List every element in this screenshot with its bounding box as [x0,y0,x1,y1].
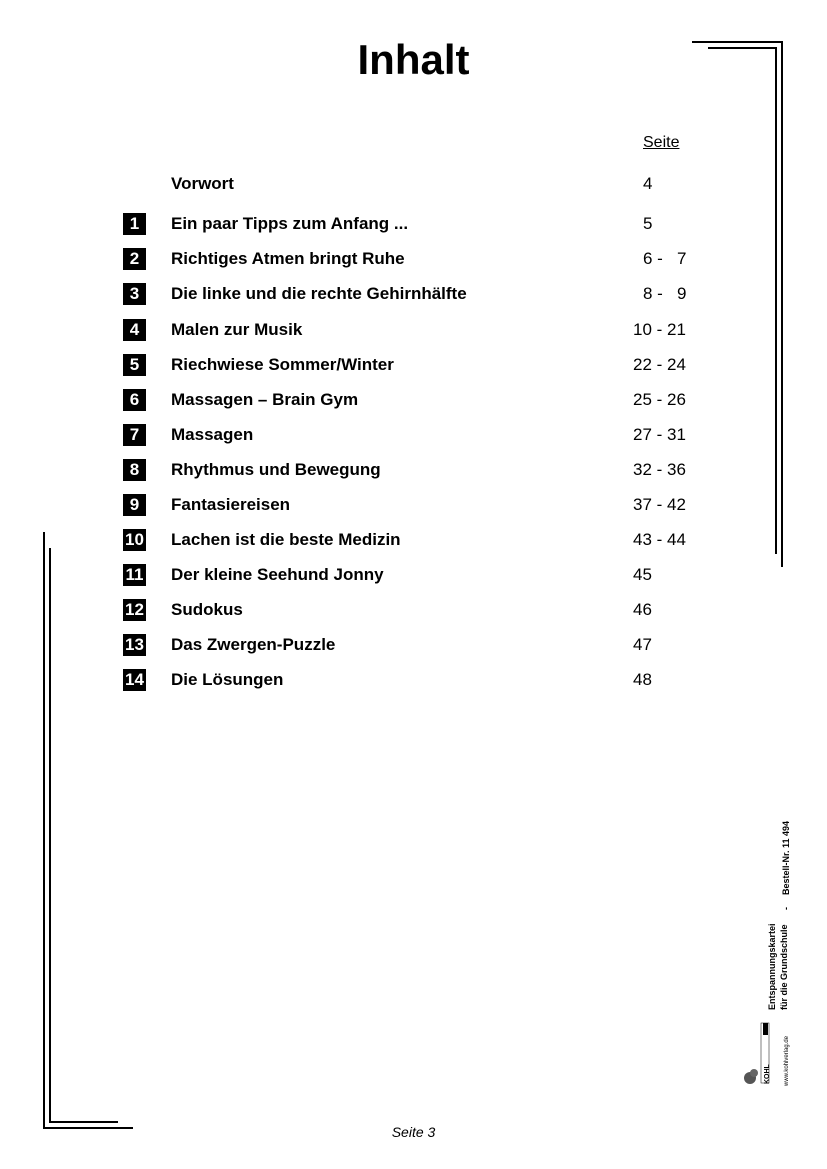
toc-row [0,389,827,413]
publisher-website: www.kohlverlag.de [784,1035,790,1086]
publisher-name: KOHL [764,1064,771,1084]
chapter-number-badge: 6 [123,389,146,411]
page-title: Inhalt [357,36,470,83]
chapter-title: Massagen – Brain Gym [171,390,359,409]
chapter-number-badge: 14 [123,669,146,691]
product-title-line2: für die Grundschule [779,924,789,1010]
chapter-number-badge: 4 [123,319,146,341]
frame-line [49,1121,118,1123]
chapter-title: Rhythmus und Bewegung [171,460,381,479]
product-title-line1: Entspannungskartei [767,923,777,1010]
chapter-number-badge: 10 [123,529,146,551]
toc-row [0,213,827,237]
chapter-title: Massagen [171,425,254,444]
chapter-number-badge: 7 [123,424,146,446]
frame-line [43,532,45,1129]
chapter-pages: 22 - 24 [633,355,686,374]
side-separator: - [781,907,791,910]
toc-row [0,283,827,307]
chapter-title: Ein paar Tipps zum Anfang ... [171,214,409,233]
chapter-title: Richtiges Atmen bringt Ruhe [171,249,405,268]
toc-row [0,599,827,623]
chapter-pages: 8 - 9 [643,284,687,303]
chapter-title: Die Lösungen [171,670,284,689]
chapter-title: Die linke und die rechte Gehirnhälfte [171,284,467,303]
toc-row [0,669,827,693]
toc-row [0,634,827,658]
chapter-title: Lachen ist die beste Medizin [171,530,401,549]
frame-line [708,47,777,49]
chapter-pages: 25 - 26 [633,390,686,409]
toc-row [0,248,827,272]
chapter-number-badge: 3 [123,283,146,305]
order-number: Bestell-Nr. 11 494 [781,820,791,895]
chapter-title: Vorwort [171,174,234,193]
chapter-pages: 27 - 31 [633,425,686,444]
toc-row [0,424,827,448]
chapter-pages: 32 - 36 [633,460,686,479]
chapter-number-badge: 2 [123,248,146,270]
chapter-number-badge: 9 [123,494,146,516]
toc-row [0,354,827,378]
chapter-title: Fantasiereisen [171,495,291,514]
toc-row [0,529,827,553]
chapter-number-badge: 5 [123,354,146,376]
frame-line [692,41,783,43]
chapter-pages: 4 [643,174,653,193]
chapter-number-badge: 12 [123,599,146,621]
page-footer: Seite 3 [391,1124,436,1140]
chapter-title: Sudokus [171,600,243,619]
chapter-title: Der kleine Seehund Jonny [171,565,384,584]
chapter-title: Malen zur Musik [171,320,303,339]
chapter-pages: 43 - 44 [633,530,686,549]
toc-row [0,494,827,518]
toc-row [0,319,827,343]
page-column-header: Seite [643,134,680,151]
chapter-pages: 48 [633,670,652,689]
chapter-pages: 5 [643,214,653,233]
chapter-pages: 10 - 21 [633,320,686,339]
frame-line [781,41,783,567]
frame-line [49,548,51,1122]
chapter-title: Riechwiese Sommer/Winter [171,355,394,374]
chapter-title: Das Zwergen-Puzzle [171,635,336,654]
chapter-pages: 46 [633,600,652,619]
toc-row [0,564,827,588]
chapter-number-badge: 1 [123,213,146,235]
toc-row [0,459,827,483]
frame-line [775,47,777,554]
chapter-number-badge: 11 [123,564,146,586]
chapter-pages: 45 [633,565,652,584]
chapter-number-badge: 13 [123,634,146,656]
toc-row [0,173,827,197]
chapter-pages: 47 [633,635,652,654]
chapter-pages: 37 - 42 [633,495,686,514]
chapter-number-badge: 8 [123,459,146,481]
chapter-pages: 6 - 7 [643,249,687,268]
